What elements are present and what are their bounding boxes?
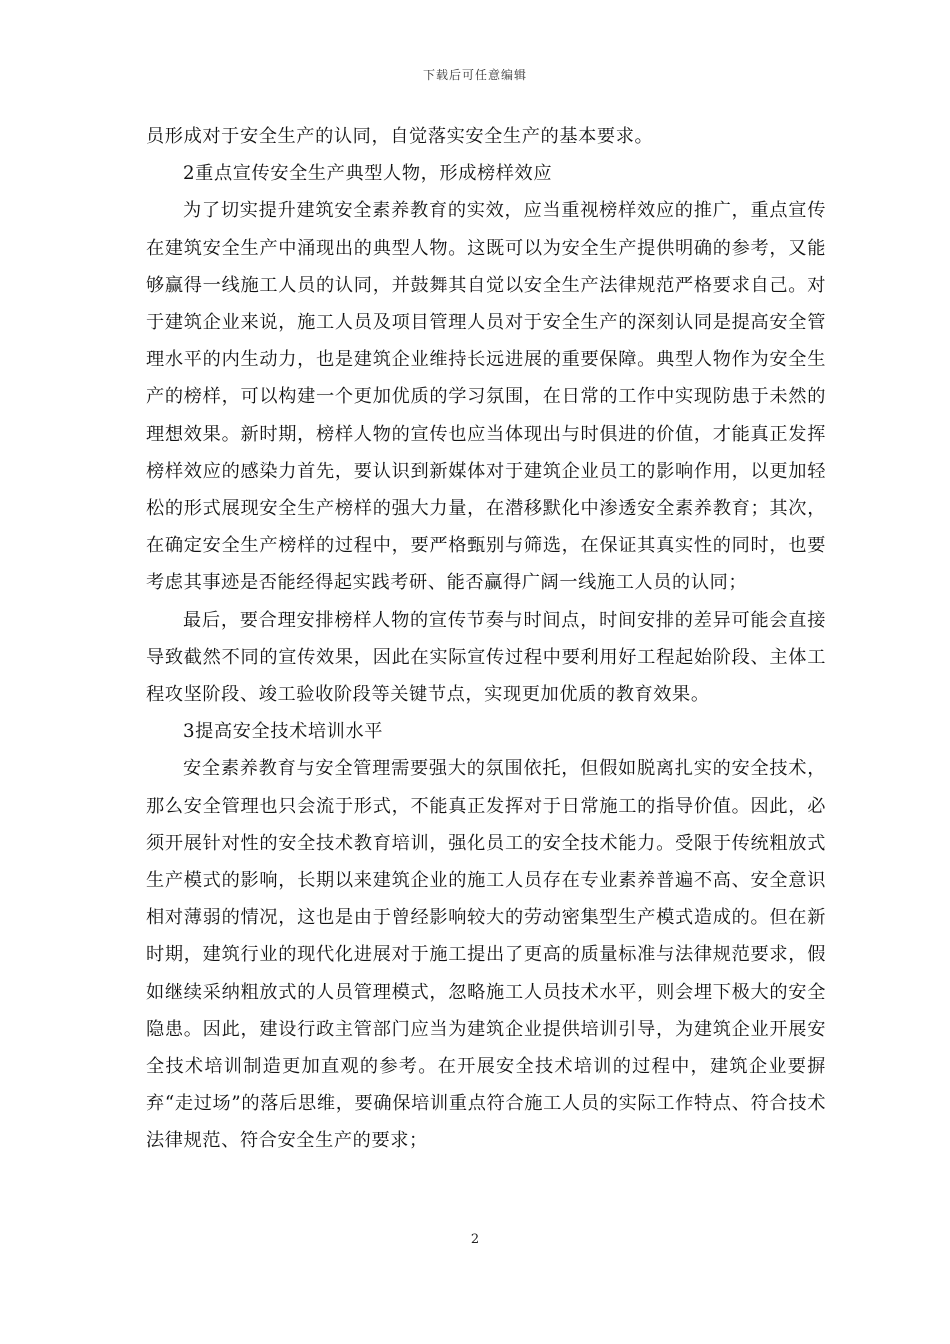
section-heading-3: 3提高安全技术培训水平 [183, 721, 384, 743]
paragraph-timing: 最后，要合理安排榜样人物的宣传节奏与时间点，时间安排的差异可能会直接导致截然不同的宣传效果，因此在实际宣传过程中要利用好工程起始阶段、主体工程攻坚阶段、竣工验收阶段等关键节点，实现更加优质的教育效果。 [146, 609, 826, 706]
section-heading-2: 2重点宣传安全生产典型人物，形成榜样效应 [183, 163, 553, 185]
document-body [146, 118, 826, 1160]
paragraph-role-models: 为了切实提升建筑安全素养教育的实效，应当重视榜样效应的推广，重点宣传在建筑安全生产中涌现出的典型人物。这既可以为安全生产提供明确的参考，又能够赢得一线施工人员的认同，并鼓舞其自觉以安全生产法律规范严格要求自己。对于建筑企业来说，施工人员及项目管理人员对于安全生产的深刻认同是提高安全管理水平的内生动力，也是建筑企业维持长远进展的重要保障。典型人物作为安全生产的榜样，可以构建一个更加优质的学习氛围，在日常的工作中实现防患于未然的理想效果。新时期，榜样人物的宣传也应当体现出与时俱进的价值，才能真正发挥榜样效应的感染力首先，要认识到新媒体对于建筑企业员工的影响作用，以更加轻松的形式展现安全生产榜样的强大力量，在潜移默化中渗透安全素养教育；其次，在确定安全生产榜样的过程中，要严格甄别与筛选，在保证其真实性的同时，也要考虑其事迹是否能经得起实践考研、能否赢得广阔一线施工人员的认同； [146, 200, 826, 594]
page-header: 下载后可任意编辑 [422, 68, 527, 82]
page-number: 2 [470, 1232, 480, 1247]
paragraph-training: 安全素养教育与安全管理需要强大的氛围依托，但假如脱离扎实的安全技术，那么安全管理也只会流于形式，不能真正发挥对于日常施工的指导价值。因此，必须开展针对性的安全技术教育培训，强化员工的安全技术能力。受限于传统粗放式生产模式的影响，长期以来建筑企业的施工人员存在专业素养普遍不高、安全意识相对薄弱的情况，这也是由于曾经影响较大的劳动密集型生产模式造成的。但在新时期，建筑行业的现代化进展对于施工提出了更高的质量标准与法律规范要求，假如继续采纳粗放式的人员管理模式，忽略施工人员技术水平，则会埋下极大的安全隐患。因此，建设行政主管部门应当为建筑企业提供培训引导，为建筑企业开展安全技术培训制造更加直观的参考。在开展安全技术培训的过程中，建筑企业要摒弃“走过场”的落后思维，要确保培训重点符合施工人员的实际工作特点、符合技术法律规范、符合安全生产的要求； [146, 758, 826, 1152]
paragraph-continuation: 员形成对于安全生产的认同，自觉落实安全生产的基本要求。 [146, 126, 654, 147]
